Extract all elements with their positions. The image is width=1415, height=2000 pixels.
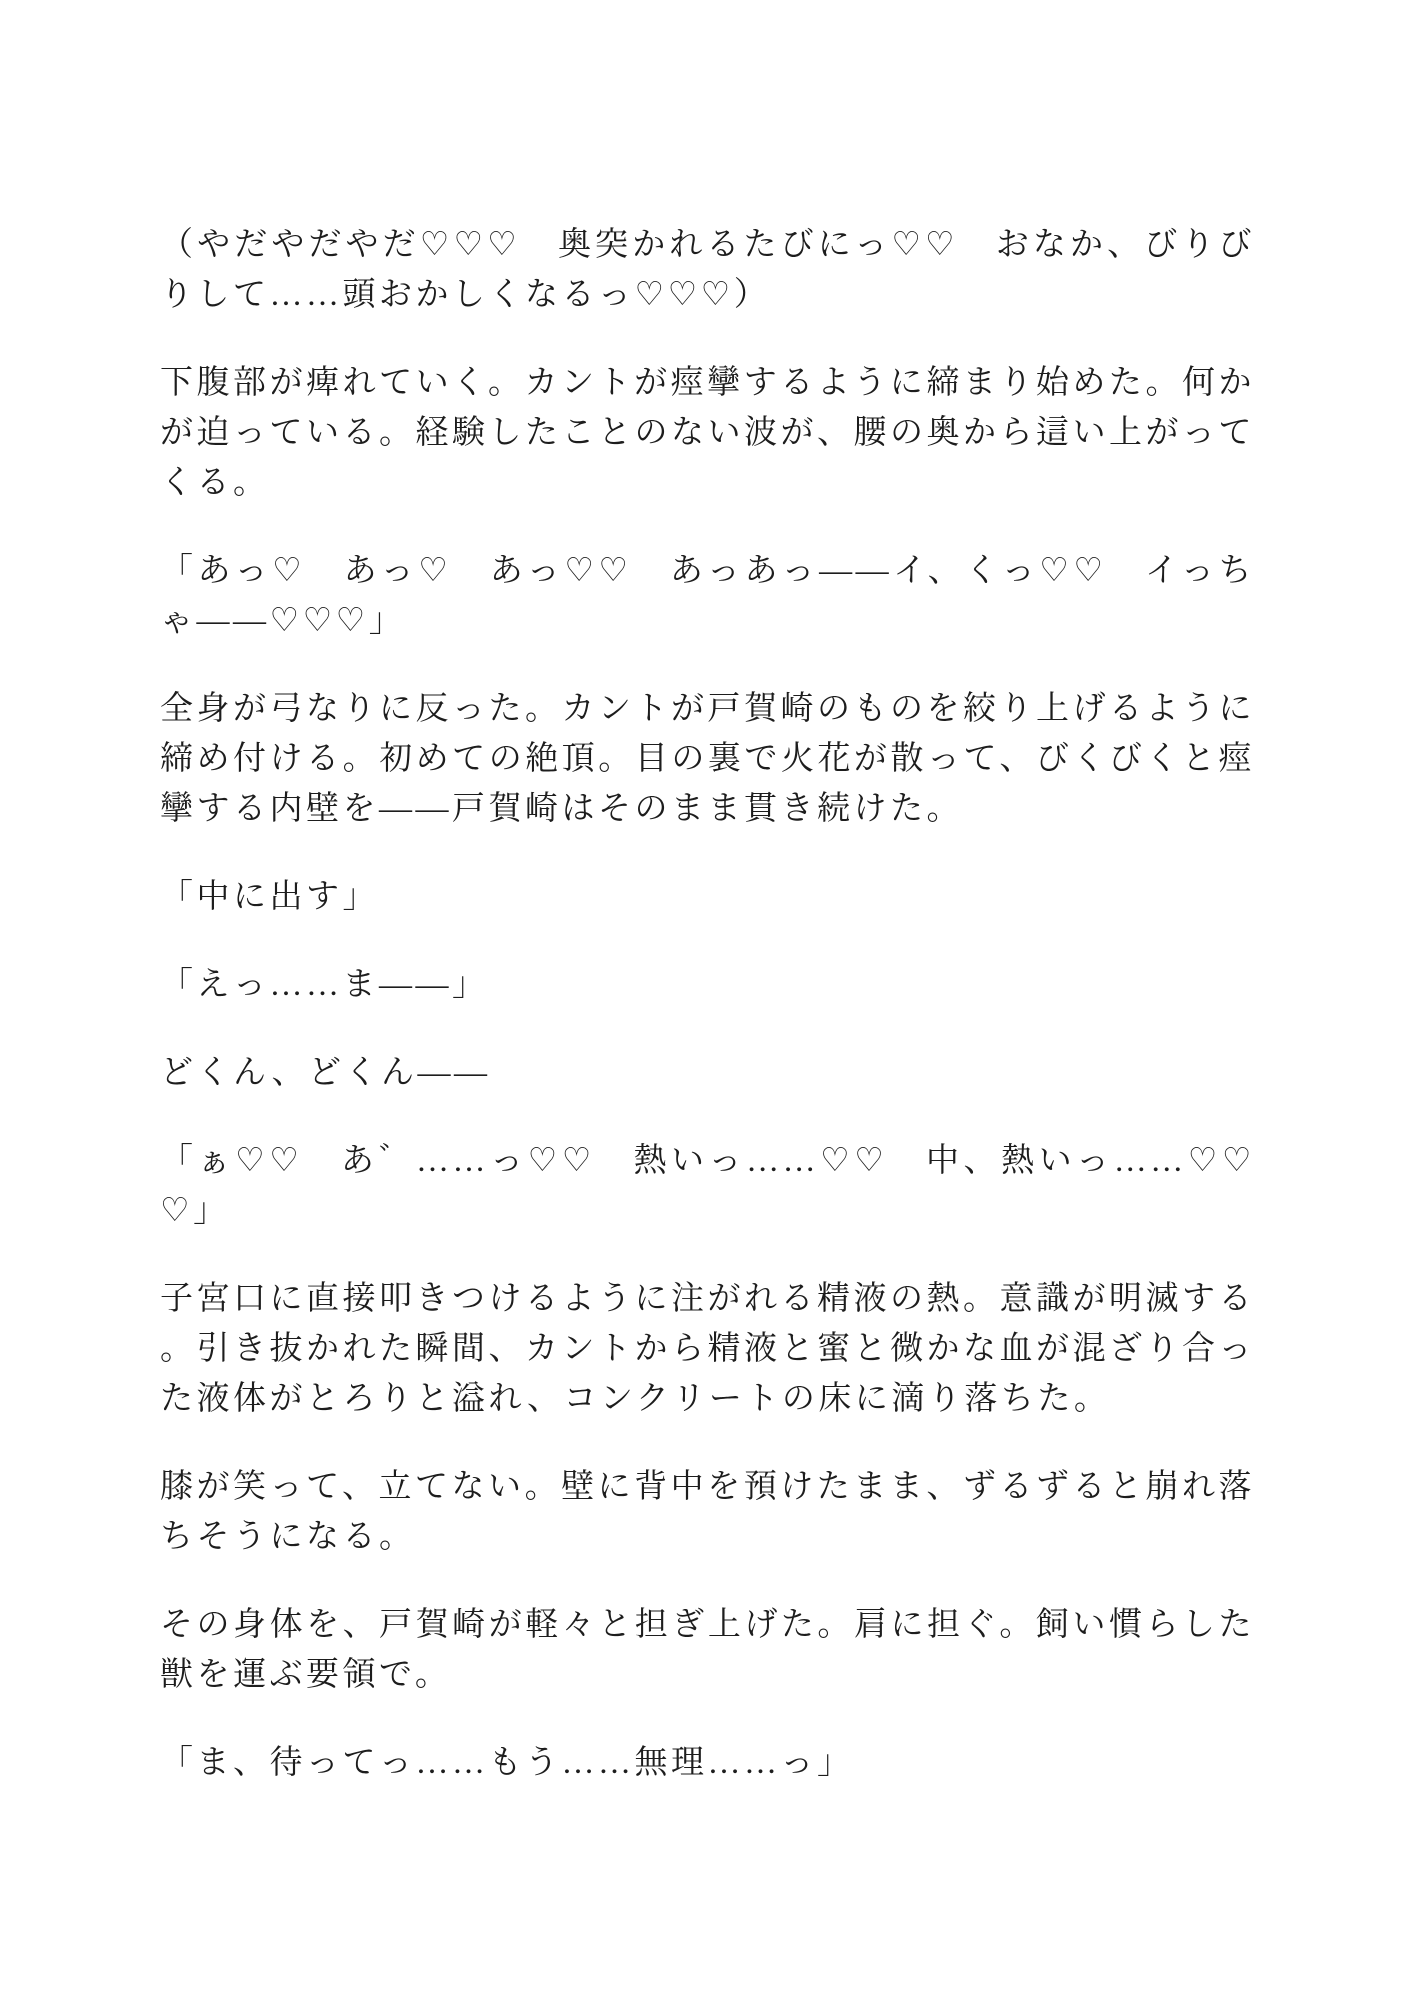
paragraph-1: （やだやだやだ♡♡♡ 奥突かれるたびにっ♡♡ おなか、びりびりして……頭おかしくなるっ♡♡♡） xyxy=(160,227,1255,313)
paragraph-10: 膝が笑って、立てない。壁に背中を預けたまま、ずるずると崩れ落ちそうになる。 xyxy=(160,1469,1255,1555)
paragraph-5: 「中に出す」 xyxy=(160,879,379,915)
paragraph-4: 全身が弓なりに反った。カントが戸賀崎のものを絞り上げるように締め付ける。初めての絶頂。目の裏で火花が散って、びくびくと痙攣する内壁を――戸賀崎はそのまま貫き続けた。 xyxy=(160,691,1255,827)
paragraph-3: 「あっ♡ あっ♡ あっ♡♡ あっあっ――イ、くっ♡♡ イっちゃ――♡♡♡」 xyxy=(160,553,1255,639)
paragraph-9: 子宮口に直接叩きつけるように注がれる精液の熱。意識が明滅する。引き抜かれた瞬間、カントから精液と蜜と微かな血が混ざり合った液体がとろりと溢れ、コンクリートの床に滴り落ちた。 xyxy=(160,1281,1255,1417)
paragraph-8: 「ぁ♡♡ あ゛……っ♡♡ 熱いっ……♡♡ 中、熱いっ……♡♡♡」 xyxy=(160,1143,1255,1229)
paragraph-12: 「ま、待ってっ……もう……無理……っ」 xyxy=(160,1745,854,1781)
paragraph-7: どくん、どくん―― xyxy=(160,1055,491,1091)
paragraph-11: その身体を、戸賀崎が軽々と担ぎ上げた。肩に担ぐ。飼い慣らした獣を運ぶ要領で。 xyxy=(160,1607,1255,1693)
paragraph-6: 「えっ……ま――」 xyxy=(160,967,489,1003)
paragraph-2: 下腹部が痺れていく。カントが痙攣するように締まり始めた。何かが迫っている。経験したことのない波が、腰の奥から這い上がってくる。 xyxy=(160,365,1255,501)
